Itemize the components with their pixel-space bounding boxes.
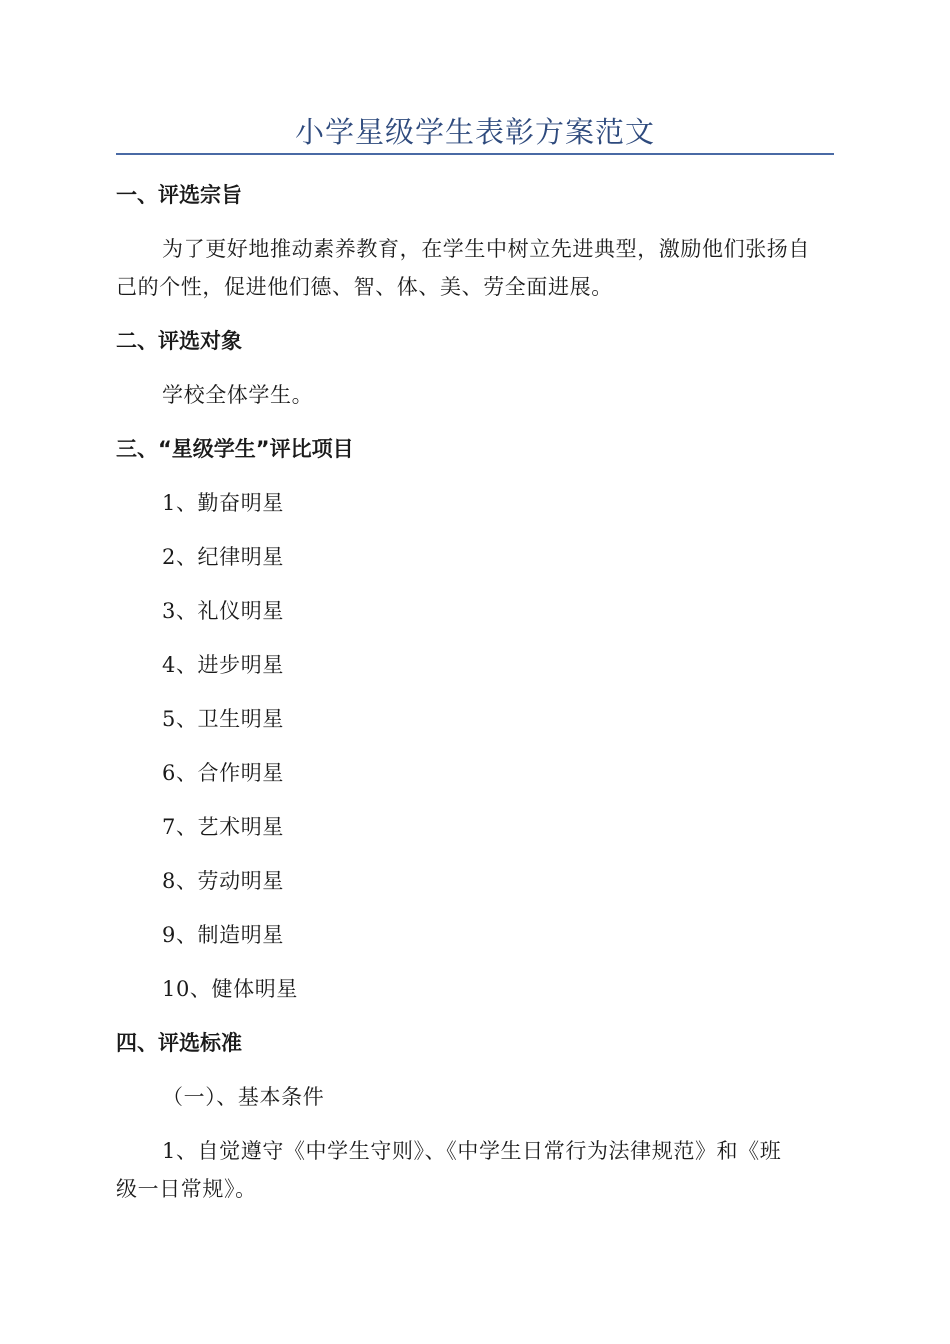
list-item: 4、进步明星: [162, 653, 284, 677]
paragraph-target: 学校全体学生。: [162, 383, 314, 407]
criteria-item-1-line-2: 级一日常规》。: [116, 1177, 257, 1201]
subsection-heading-basic: （一）、基本条件: [162, 1085, 325, 1109]
list-item: 1、勤奋明星: [162, 491, 284, 515]
section-heading-purpose: 一、评选宗旨: [116, 183, 242, 207]
list-item: 7、艺术明星: [162, 815, 284, 839]
document-title: 小学星级学生表彰方案范文: [294, 115, 655, 149]
criteria-item-1-line-1: 1、自觉遵守《中学生守则》、《中学生日常行为法律规范》和《班: [162, 1139, 782, 1163]
list-item: 6、合作明星: [162, 761, 284, 785]
list-item: 3、礼仪明星: [162, 599, 284, 623]
section-heading-items: 三、“星级学生”评比项目: [116, 437, 354, 461]
list-item: 2、纪律明星: [162, 545, 284, 569]
section-heading-criteria: 四、评选标准: [116, 1031, 242, 1055]
list-item: 10、健体明星: [162, 977, 298, 1001]
list-item: 5、卫生明星: [162, 707, 284, 731]
paragraph-purpose-line-1: 为了更好地推动素养教育，在学生中树立先进典型，激励他们张扬自: [162, 237, 810, 261]
list-item: 8、劳动明星: [162, 869, 284, 893]
paragraph-purpose-line-2: 己的个性，促进他们德、智、体、美、劳全面进展。: [116, 275, 613, 299]
title-underline: [116, 153, 834, 155]
section-heading-target: 二、评选对象: [116, 329, 242, 353]
list-item: 9、制造明星: [162, 923, 284, 947]
